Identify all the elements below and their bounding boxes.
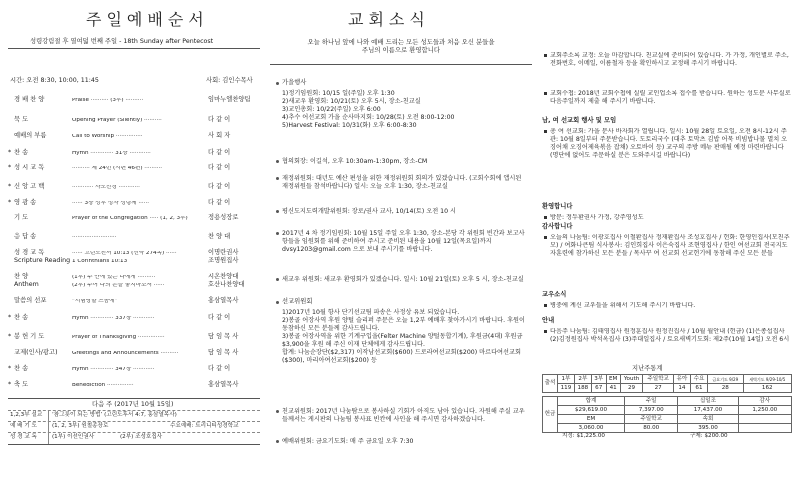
news-body <box>282 408 528 424</box>
order-item-detail: Prayer of the Congregation ····· (1, 2, 3부) <box>72 215 188 221</box>
worship-subtitle: 성령강림절 후 열여덟 번째 주일 - 18th Sunday after Pentecost <box>30 38 214 45</box>
att-header: 유아 <box>673 375 690 384</box>
bullet-icon <box>276 440 279 443</box>
offering-table <box>542 396 792 433</box>
order-item-detail: ············ 사도신경 ············ <box>72 184 140 190</box>
order-item-detail: (2부) 주여 나의 손을 놓지마소서 ······ <box>72 282 165 288</box>
order-item-leader: 다 같 이 <box>208 116 231 123</box>
order-item-label: 찬 양 <box>14 273 29 280</box>
worship-order-title: 주일예배순서 <box>86 10 209 29</box>
order-item-label: Anthem <box>14 281 39 288</box>
order-item-label: 말씀의 선포 <box>14 297 47 304</box>
order-item-leader: 조명원집사 <box>208 257 239 264</box>
news-heading: 가을행사 <box>282 79 307 86</box>
service-time: 시간: 오전 8:30, 10:00, 11:45 <box>10 77 99 84</box>
att-value: 61 <box>690 384 707 393</box>
order-item-label: 신 앙 고 백 <box>14 183 45 190</box>
news-line: 합계: 나눔순장단($2,317) 이작남선교회($600) 드로라여선교회($200) 마르다여선교회($300), 마리아여선교회($200) 등 <box>282 349 521 364</box>
bullet-icon <box>544 54 547 57</box>
notice-body: 병중에 계신 교우들을 위해서 기도해 주시기 바랍니다. <box>550 302 696 309</box>
church-news-column <box>270 0 532 486</box>
order-item-detail: (1부) 주 안에 있는 나에게 ·········· <box>72 274 156 280</box>
offering-label: 헌금 <box>543 397 558 433</box>
off-value: 7,397.00 <box>625 406 678 415</box>
order-item-detail: 1 Corinthians 10:13 <box>72 258 128 264</box>
notice-body: 총 여 선교회: 가을 문사 바자회가 열립니다. 일시: 10월 28일 토요일, 오전 8시-12시 주관: 10월 8일부터 주문받습니다. 도토리국수 (대추 토막츠 김밥 어묵 비빔밥나물 멸치 오징어채 오징어제육볶음 잡채) 오토바이 등) 교구의 주방 메뉴 판매될 예정 마련바랍니다(명단에 없어도 주문하실 분은 도와주시길 바랍니다) <box>550 128 788 159</box>
order-mark: * <box>8 333 12 340</box>
att-header: EM <box>606 375 620 384</box>
finance-title: 지난주통계 <box>632 365 663 372</box>
order-item-label: 응 답 송 <box>14 233 37 240</box>
notices-column <box>540 0 794 486</box>
off-value: 3,060.00 <box>558 424 625 433</box>
news-line: 재정위원회: 대년도 예산 편성을 위한 재정위원회 회의가 있겠습니다. (고회수회에 앱시된 재정위원들 참석바랍니다) 일시: 오늘 오후 1:30, 장소-친교실 <box>282 175 522 190</box>
news-line: 친교위원회: 2017년 나눔탐으로 봉사하실 기회가 아직도 남아 있습니다. 자원해 주실 교우들께서는 게시판의 나눔팀 봉사표 빈칸에 사인을 해 주시면 감사하겠습니다. <box>282 408 525 423</box>
att-header: 주일학교 <box>643 375 673 384</box>
off-value: 17,437.00 <box>678 406 738 415</box>
news-body <box>282 175 528 191</box>
bullet-icon <box>276 210 279 213</box>
service-minister: 사회: 김인수목사 <box>206 77 253 84</box>
notice-heading: 남, 여 선교회 행사 및 모임 <box>542 117 617 124</box>
notice-heading: 안내 <box>542 317 555 324</box>
news-body <box>282 90 528 130</box>
order-item-leader: 시온찬양대 <box>208 273 239 280</box>
order-item-leader: 다 같 이 <box>208 149 231 156</box>
notice-body: 방문: 정두환권사 가정, 강주영성도 <box>550 214 644 221</box>
next-reading-label: 성 경 교 독 <box>10 434 37 440</box>
news-line: 협의회장: 이길석, 오후 10:30am-1:30pm, 장소-CM <box>282 158 428 165</box>
bullet-icon <box>276 232 279 235</box>
order-item-label: 봉 헌 기 도 <box>14 333 45 340</box>
off-value: $29,619.00 <box>558 406 625 415</box>
order-mark: * <box>8 199 12 206</box>
att-value: 29 <box>620 384 643 393</box>
order-item-label: 성 시 교 독 <box>14 164 45 171</box>
church-news-title: 교회소식 <box>348 10 430 29</box>
news-body <box>282 309 528 365</box>
bullet-icon <box>544 216 547 219</box>
order-item-detail: ······ 고린도전서 10:13 (신약 274쪽) ······ <box>72 250 177 256</box>
news-line: 1)2017년 10월 항사 단기선교팀 파송은 사정상 유보 되었습니다. <box>282 309 460 316</box>
welcome-message: 오늘 하나님 앞에 나와 예배 드리는 모든 성도들과 처음 오신 분들을 주님의 이름으로 환영합니다 <box>307 38 495 54</box>
worship-order-column <box>8 0 260 486</box>
bullet-icon <box>276 177 279 180</box>
news-body <box>282 438 528 446</box>
att-value: 41 <box>606 384 620 393</box>
news-line: 4)추수 어선교회 가을 순사마지회: 10/28(토) 오전 8:00-12:00 <box>282 114 455 121</box>
order-item-label: 찬 송 <box>14 365 29 372</box>
relief-offering: 구제: $200.00 <box>690 433 728 439</box>
order-mark: * <box>8 314 12 321</box>
order-mark: * <box>8 149 12 156</box>
att-header: 3부 <box>591 375 606 384</box>
att-header: 1부 <box>558 375 575 384</box>
bullet-icon <box>544 304 547 307</box>
news-line: 1)정기임원회: 10/15 일(주일) 오후 1:30 <box>282 90 395 97</box>
next-week-header: 다음 주 (2017년 10월 15일) <box>92 401 174 408</box>
order-item-label: 찬 송 <box>14 149 29 156</box>
bullet-icon <box>276 410 279 413</box>
off-value: 1,250.00 <box>738 406 791 415</box>
order-item-leader: 호산나찬양대 <box>208 281 245 288</box>
bullet-icon <box>276 82 279 85</box>
order-item-leader: 정용성장로 <box>208 214 239 221</box>
news-line: 5)Harvest Festival: 10/31(화) 오후 6:00-8:30 <box>282 122 417 129</box>
off-value: 395.00 <box>678 424 738 433</box>
att-value: 28 <box>708 384 744 393</box>
order-item-detail: Hymn ············· 347장 ············ <box>72 366 155 372</box>
order-item-detail: Greetings and Announcements ·········· <box>72 350 179 356</box>
order-item-leader: 사 회 자 <box>208 132 231 139</box>
order-item-leader: 홍삼열목사 <box>208 297 239 304</box>
order-item-label: 경 배 찬 양 <box>14 96 45 103</box>
att-header: 금요기도 9/29 <box>708 375 744 384</box>
order-item-detail: Praise ·········· (3부) ·········· <box>72 97 144 103</box>
order-item-label: 축 도 <box>14 381 29 388</box>
news-line: 평신도지도력개발위원회: 장로/권사 교사, 10/14(토) 오전 10 시 <box>282 208 456 215</box>
order-item-leader: 다 같 이 <box>208 199 231 206</box>
att-header: 수요 <box>690 375 707 384</box>
news-heading: 선교위원회 <box>282 298 313 305</box>
next-sermon-value: ‘참그릇이 되는 방법’ (고린도후서 4:7, 홍삼열목사) <box>52 412 177 418</box>
news-line: 예배위원회: 금요기도회: 매 주 금요일 오후 7:30 <box>282 438 414 445</box>
next-reading-2: (2부) 조성호집사 <box>120 434 163 440</box>
order-item-detail: Call to Worship ··············· <box>72 133 143 139</box>
news-line: 새교우 위원회: 새교우 환영회가 있겠습니다. 일시: 10월 21일(토) 오후 5 시, 장소-친교실 <box>282 276 524 283</box>
order-item-detail: Hymn ············· 337장 ············ <box>72 315 155 321</box>
news-line: 2)새교우 환영회: 10/21(토) 오후 5시, 장소-친교실 <box>282 98 421 105</box>
order-item-leader: 홍삼열목사 <box>208 381 239 388</box>
order-item-label: 찬 송 <box>14 314 29 321</box>
designated-offering: 지정: $1,225.00 <box>562 433 605 439</box>
bullet-icon <box>276 278 279 281</box>
next-prayer-label: 예 배 기 도 <box>10 423 37 429</box>
order-item-detail: ························· <box>72 234 117 240</box>
order-item-leader: 다 같 이 <box>208 183 231 190</box>
bullet-icon <box>276 160 279 163</box>
off-header: 감사 <box>738 397 791 406</box>
off-value: 80.00 <box>625 424 678 433</box>
bullet-icon <box>276 301 279 304</box>
order-mark: * <box>8 183 12 190</box>
order-item-leader: 다 같 이 <box>208 164 231 171</box>
order-item-label: Scripture Reading <box>14 257 71 264</box>
order-mark: * <box>8 381 12 388</box>
off-header: 십일조 <box>678 397 738 406</box>
att-header: Youth <box>620 375 643 384</box>
att-value: 67 <box>591 384 606 393</box>
order-item-label: 묵 도 <box>14 116 29 123</box>
off-header: EM <box>558 415 625 424</box>
order-item-label: 교제(인사/광고) <box>14 349 58 356</box>
bullet-icon <box>544 236 547 239</box>
next-sermon-label: 1,2,3부 설교 <box>10 412 43 418</box>
order-item-detail: Opening Prayer (Silently) ·········· <box>72 117 162 123</box>
off-header: 주일 <box>625 397 678 406</box>
notice-body: 오늘의 나눔팀: 이광호집사 이철환집사 정재환집사 조성호집사 / 헌화: 한영인집사(모친추모) / 여화나큰팀 식사봉사: 김인희집사 이은숙집사 조현영집사 / 한인 여선교회 전국지도자훈련에 참가하신 모든 분들 / 목사꾸 여 선교회 선교헌기에 동참해 주신 모든 분들 <box>550 234 790 257</box>
order-item-detail: Benediction ··············· <box>72 382 134 388</box>
order-item-label: 영 광 송 <box>14 199 37 206</box>
order-item-detail: “시험당할 즈음에” <box>72 298 118 304</box>
order-item-leader: 다 같 이 <box>208 365 231 372</box>
attendance-label: 출석 <box>543 375 558 393</box>
notice-heading: 교우소식 <box>542 291 567 298</box>
order-item-leader: 담 임 목 사 <box>208 349 239 356</box>
news-line: 3)교인총회: 10/22(주일) 오후 6:00 <box>282 106 381 113</box>
news-body <box>282 230 528 254</box>
notice-heading: 환영합니다 <box>542 203 573 210</box>
news-body <box>282 208 528 216</box>
order-item-leader: 다 같 이 <box>208 314 231 321</box>
news-line: 2)봉골 어장사역 후원 양털 슬리퍼 주문은 오늘 1,2부 예배후 찾아가시기 바랍니다. 후원이 동참하신 모든 분들께 감사드립니다. <box>282 317 526 332</box>
news-body <box>282 158 528 166</box>
attendance-table <box>542 374 792 393</box>
bullet-icon <box>544 92 547 95</box>
order-item-detail: ······ 3장 성부 성자 성령께 ······ <box>72 200 150 206</box>
news-body <box>282 276 528 284</box>
order-item-label: 기 도 <box>14 214 29 221</box>
att-header: 2부 <box>574 375 591 384</box>
order-item-detail: ·········· 제 24번 (시편 46편) ·········· <box>72 165 163 171</box>
off-header: 주일학교 <box>625 415 678 424</box>
next-prayer-value: (1, 2, 3부) 원철종장로 <box>52 423 109 429</box>
notice-body: 다음주 나눔팀: 김태영집사 원정훈집사 원정진집사 / 10월 월안내 (헌금) (1)은종섭집사 (2)김정원집사 박석옥집사 (3)주대일집사 / 토요새벽기도회: 제2주(10월 14일) 오전 6시 <box>550 328 790 343</box>
order-item-leader: 임마누엘찬양팀 <box>208 96 251 103</box>
off-header: 속회 <box>678 415 738 424</box>
order-mark: * <box>8 365 12 372</box>
order-item-leader: 이명란권사 <box>208 249 239 256</box>
news-line: 3)봉골 어장사역을 위한 기계구입을(Felter Machine 양털동합기계), 후원금(4대) 후원금 $3,900을 후원 해 주신 이재 단체에게 감사드립니다. <box>282 333 523 348</box>
bullet-icon <box>544 130 547 133</box>
att-value: 162 <box>743 384 791 393</box>
att-header: 새벽기도 9/29-10/5 <box>743 375 791 384</box>
notice-heading: 감사합니다 <box>542 223 573 230</box>
order-item-label: 성 경 교 독 <box>14 249 45 256</box>
order-item-detail: Hymn ············· 31장 ············ <box>72 150 151 156</box>
order-mark: * <box>8 164 12 171</box>
order-item-leader: 찬 양 대 <box>208 233 231 240</box>
next-wednesday: 수요예배: 트리니티성경학교 <box>170 423 239 429</box>
att-value: 188 <box>574 384 591 393</box>
divider <box>8 398 260 399</box>
order-item-leader: 담 임 목 사 <box>208 333 239 340</box>
order-item-detail: Prayer of Thanksgiving ··············· <box>72 334 165 340</box>
att-value: 27 <box>643 384 673 393</box>
news-line: 2017년 4 차 정기임원회: 10월 15일 주일 오후 1:30, 장소-본당 각 위원회 빈간과 보고사항들을 임원회를 위해 준비하여 주시고 준비된 내용을 10월 12일(목요일)까지 dvsy1203@gmail.com 으로 보내 주시기를 바랍니다. <box>282 230 525 253</box>
att-value: 14 <box>673 384 690 393</box>
bullet-icon <box>544 330 547 333</box>
att-value: 119 <box>558 384 575 393</box>
notice-body: 교회주소록 교정: 오늘 마감합니다. 친교실에 준비되어 있습니다. 가 가정, 개인별로 주소, 전화번호, 이메일, 이름철자 등을 확인하시고 교정해 주시기 바랍니다. <box>550 52 789 67</box>
divider <box>8 48 260 49</box>
notice-body: 교회수첩: 2018년 교회수첩에 실릴 교인업소록 접수를 받습니다. 원하는 성도분 사무실로 다음주일까지 제출 해 주시기 바랍니다. <box>550 90 791 105</box>
order-item-label: 예배의 부름 <box>14 132 47 139</box>
off-header: 합계 <box>558 397 625 406</box>
next-reading-1: (1부) 이선인권사 <box>52 434 95 440</box>
